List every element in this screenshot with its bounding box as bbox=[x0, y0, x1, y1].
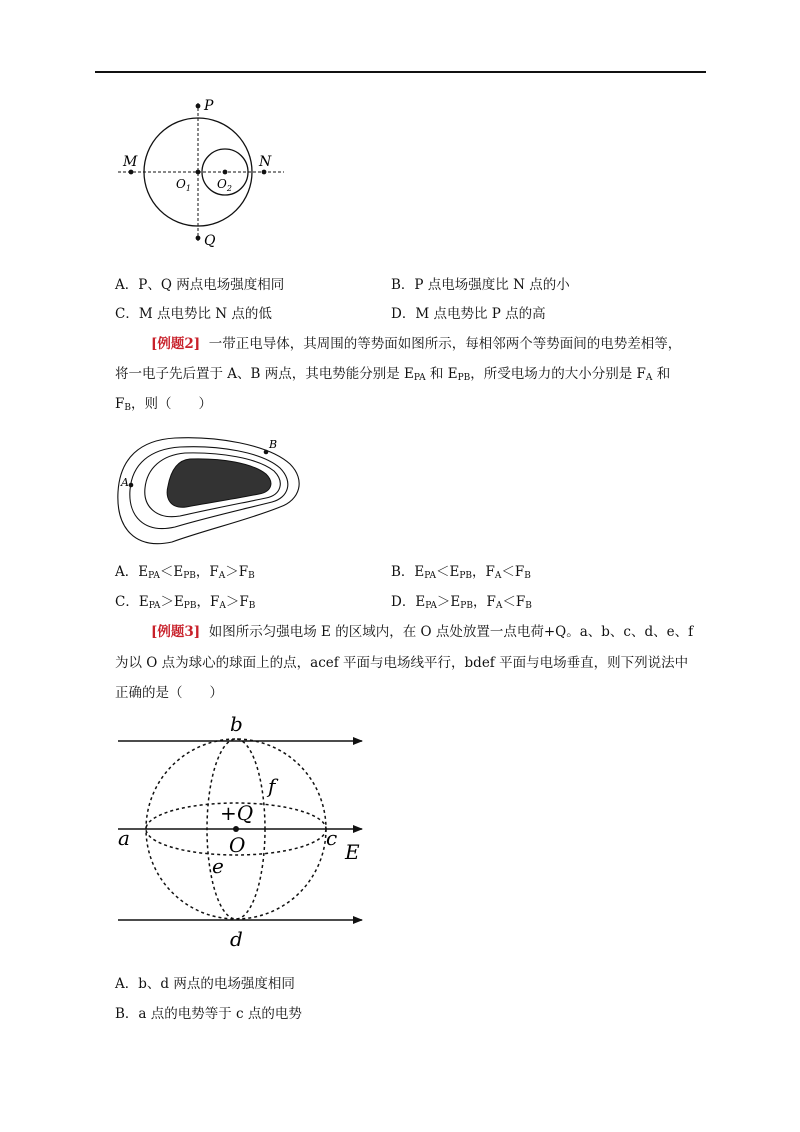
figure-sphere-field bbox=[112, 705, 377, 955]
q1-option-d: D．M 点电势比 P 点的高 bbox=[391, 306, 546, 322]
label-M: M bbox=[123, 154, 138, 170]
point-M bbox=[129, 170, 134, 175]
q2-stem-line1: [例题2] 一带正电导体，其周围的等势面如图所示，每相邻两个等势面间的电势差相等， bbox=[151, 336, 682, 352]
q2-option-b: B．$E_{PA}<E_{PB}$，$F_A<F_B$ bbox=[391, 564, 531, 581]
label-E: E bbox=[345, 840, 360, 864]
label-b: b bbox=[230, 712, 243, 736]
point-O1 bbox=[196, 170, 201, 175]
point-P bbox=[196, 104, 201, 109]
q2-option-d: D．$E_{PA}>E_{PB}$，$F_A<F_B$ bbox=[391, 594, 532, 611]
q3-option-b: B．a 点的电势等于 c 点的电势 bbox=[115, 1006, 302, 1022]
q1-option-b: B．P 点电场强度比 N 点的小 bbox=[391, 277, 570, 293]
svg-text:O2: $O_2$ bbox=[217, 177, 232, 193]
label-e: e bbox=[212, 854, 224, 878]
q3-tag: [例题3] bbox=[151, 624, 201, 640]
point-B bbox=[264, 450, 269, 455]
q2-stem-line2: 将一电子先后置于 A、B 两点，其电势能分别是 $E_{PA}$ 和 $E_{PB}$，所受电场力的大小分别是 $F_A$ 和 bbox=[115, 366, 671, 383]
point-N bbox=[262, 170, 267, 175]
point-A bbox=[129, 483, 134, 488]
label-O: O bbox=[229, 833, 246, 857]
label-d: d bbox=[230, 927, 243, 951]
label-f: f bbox=[268, 774, 276, 798]
label-A: A bbox=[121, 476, 129, 489]
point-O2 bbox=[223, 170, 228, 175]
q3-stem-line2: 为以 O 点为球心的球面上的点，acef 平面与电场线平行，bdef 平面与电场垂直，则下列说法中 bbox=[115, 655, 689, 671]
figure-circles bbox=[112, 95, 297, 250]
label-a: a bbox=[118, 826, 130, 850]
label-O1: O bbox=[176, 177, 186, 191]
header-rule bbox=[95, 71, 706, 73]
q2-option-a: A．$E_{PA}<E_{PB}$，$F_A>F_B$ bbox=[115, 564, 255, 581]
q3-stem-line1: [例题3] 如图所示匀强电场 E 的区域内，在 O 点处放置一点电荷+Q。a、b、c、d、e、f bbox=[151, 624, 694, 640]
q2-stem-line3: $F_B$，则（ ） bbox=[115, 396, 212, 413]
label-B: B bbox=[269, 438, 278, 451]
label-plusQ: +Q bbox=[220, 801, 254, 825]
point-Q bbox=[196, 236, 201, 241]
q2-tag: [例题2] bbox=[151, 336, 201, 352]
q3-stem-line3: 正确的是（ ） bbox=[115, 685, 223, 701]
point-O bbox=[233, 826, 239, 832]
label-N: N bbox=[259, 154, 272, 170]
q1-option-a: A．P、Q 两点电场强度相同 bbox=[115, 277, 285, 293]
q3-option-a: A．b、d 两点的电场强度相同 bbox=[115, 976, 295, 992]
label-P: P bbox=[204, 98, 214, 114]
label-Q: Q bbox=[204, 233, 216, 249]
label-c: c bbox=[326, 826, 338, 850]
label-O2: O bbox=[217, 177, 227, 191]
figure-equipotential bbox=[112, 430, 304, 552]
svg-text:O1: $O_1$ bbox=[176, 177, 191, 193]
q1-option-c: C．M 点电势比 N 点的低 bbox=[115, 306, 272, 322]
q2-option-c: C．$E_{PA}>E_{PB}$，$F_A>F_B$ bbox=[115, 594, 256, 611]
